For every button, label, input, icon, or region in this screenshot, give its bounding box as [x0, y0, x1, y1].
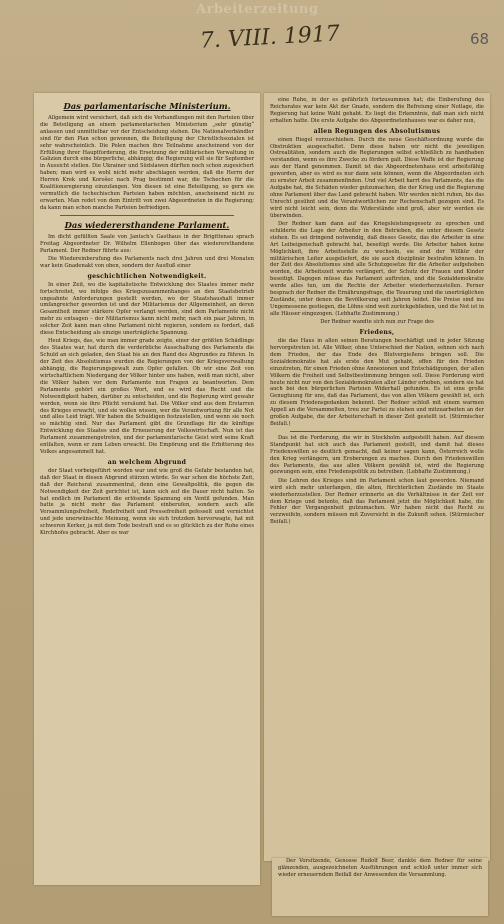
- paragraph: der Staat vorbeigeführt worden war und wie groß die Gefahr bestanden hat, daß der Staat in diesen Abgrund stürzen würde. So war schon die höchste Zeit, daß der Reichsrat zusammentrat, denn eine Gewaltpolitik, die gegen die Notwendigkeit der Zeit gerichtet ist, kann sich auf die Dauer nicht halten. So hat endlich im Parlament die erlösende Spannung ein Ventil gefunden. Man hatte ja nicht mehr das Parlament einberufen, sondern auch alle Versammlungsfreiheit, Redefreiheit und Pressefreiheit gefesselt und vernichtet und jede unerwünschte Meinung, wenn sie sich trotzdem hervorwagte, hat mit schweren Kerker, ja mit dem Tode bestraft und es so glücklich zu der Ruhe eines Kirchhofes gebracht. Aber es war: [40, 467, 254, 537]
- right-column: [264, 93, 490, 532]
- paragraph: Das ist die Forderung, die wir in Stockholm aufgestellt haben. Auf diesem Standpunkt hat sich auch das Parlament gestellt, und damit hat dieses Friedenswillen so deutlich gemacht, daß keiner sagen kann, Österreich wolle den Krieg verlängern, um Eroberungen zu machen. Durch den Friedenswillen des Parlaments, das aus allen Völkern gewählt ist, wird die Regierung gezwungen sein, eine Friedenspolitik zu betreiben. (Lebhafte Zustimmung.): [270, 434, 484, 476]
- paragraph: Der Redner kam dann auf das Kriegsleistungsgesetz zu sprechen und schilderte die Lage der Arbeiter in den Betrieben, die unter diesem Gesetz stehen. Es sei dringend notwendig, daß dieses Gesetz, das die Arbeiter in eine Art Leibeigenschaft gebracht hat, beseitigt werde. Die Arbeiter haben keine Möglichkeit, ihre Arbeitsstelle zu wechseln, sie sind der Willkür der militärischen Leiter ausgeliefert, die sie auch disziplinär bestrafen können. In der Zeit des Absolutismus sind alle Schutzgesetze für die Arbeiter aufgehoben worden, die Arbeitszeit wurde verlängert, der Schutz der Frauen und Kinder beseitigt. Dagegen müsse das Parlament auftreten, und die Sozialdemokratie werde alles tun, um die Rechte der Arbeiter wiederherzustellen. Ferner besprach der Redner die Ernährungsfrage, die Teuerung und die unerträglichen Zustände, unter denen die Bevölkerung seit Jahren leidet. Die Preise sind ins Ungemessene gestiegen, die Löhne sind weit zurückgeblieben, und die Not ist in alle Häuser eingezogen. (Lebhafte Zustimmung.): [270, 221, 484, 317]
- paragraph: Allgemein wird versichert, daß sich die Verhandlungen mit den Parteien über die Beteiligung an einem parlamentarischen Ministerium „sehr günstig“ anlassen und unmittelbar vor der Entscheidung stehen. Die Nationalverbändler sind für den Plan schon gewonnen, die Beteiligung der Christlichsozialen ist sehr wahrscheinlich. Die Polen machen ihre Teilnahme anscheinend von der Erfüllung ihrer Hauptforderung, die Ersetzung der militärischen Verwaltung in Galizien durch eine bürgerliche, abhängig; die Regierung will sie für September in Aussicht stellen. Die Ukrainer und Südslawen dürften noch schon zugesichert haben; man wird es wohl nicht mehr abschlagen werden, daß die Herrn der Herren Krek und Korošec nach Prag bestimmt war, die Tschechen für die Koalitionsregierung einzufangen. Von diesen ist eine Beteiligung, so gern sie vermutlich die tschechischen Parteien haben möchten, anscheinend nicht zu erwarten. Man redet von dem Eintritt von zwei Abgeordneten in die Regierung; da kann man schon manche Parteien befriedigen.: [40, 115, 254, 211]
- paragraph: In einer Zeit, wo die kapitalistische Entwicklung des Staates immer mehr fortschreitet, wo infolge des Kriegszusammenhanges an den Staatsbetrieb ungeahnte Anforderungen gestellt werden, wo der Staatshaushalt immer umfangreicher geworden ist und der Militarismus der Allgemeinheit, an deren Gesamtheit immer stärkere Opfer verlangt werden, sind dem Parlamente nicht mehr zu entsagen – der Militarismus kann nicht mehr, nach ein paar Jahren, in solcher Zeit kann man ohne Parlament nicht regieren, sondern es fordert, daß diese Entscheidung als einzige unerträgliche Spannung.: [40, 281, 254, 337]
- paragraph: Die Wiedereinberufung des Parlaments nach drei Jahren und drei Monaten war kein Gnadenakt von oben, sondern der Ausfluß einer: [40, 255, 254, 269]
- paragraph: Heut Kriegs, das, wie man immer grade zeigte, einer der größten Schädlinge des Staates war, hat durch die verderbliche Ausschaltung des Parlaments die Schuld an sich geladen, den Staat bis an den Rand des Abgrundes zu führen. In der Zeit des Absolutismus wurden die Regierungen von der Kriegsverwaltung abhängig, die Regierungsgewalt zum Opfer gefallen. Ob wir eine Zeit von wirtschaftlichem Niedergang der Völker hinter uns haben, weiß man nicht, aber die Völker haben vor dem Parlamente nun Fragen zu beantworten. Dem Parlamente gehört ein großes Wort, und es wird das Recht und die Notwendigkeit haben, darüber zu entscheiden, und die Regierung wird gewahr werden, wenn sie ihre Pflicht versäumt hat. Die Völker sind aus dem Erstarren des Krieges erwacht, und sie wollen wissen, wer die Verantwortung für alle Not und alles Leid trägt. Wir haben die Schuldigen festzustellen, und wenn sie noch so mächtig sind. Nur das Parlament gibt die Grundlage für die künftige Entwicklung des Staates und die Erneuerung der Volkswirtschaft. Nun ist das Parlament zusammengetreten, und der parlamentarische Geist wird seine Kraft entfalten, wenn er zum Leben erwacht. Die Empörung und die Erbitterung des Volkes angesammelt hat.: [40, 338, 254, 455]
- right-clipping: [264, 93, 490, 861]
- headline-parliament: Das wiederersthandene Parlament.: [64, 219, 230, 230]
- divider: [60, 215, 234, 216]
- page-number: 68: [470, 30, 490, 48]
- subhead-historical-necessity: geschichtlichen Notwendigkeit.: [87, 272, 207, 280]
- paragraph: die das Haus in allen seinen Beratungen beschäftigt und in jeder Sitzung hervorgetreten ist. Alle Völker, ohne Unterschied der Nation, sehnen sich nach dem Frieden, der das Ende des Blutvergießens bringen soll. Die Sozialdemokratie hat als erste den Mut gehabt, offen für den Frieden einzutreten, für einen Frieden ohne Annexionen und Entschädigungen, der allen Völkern die Freiheit und Selbstbestimmung bringen soll. Diese Forderung wird heute nicht nur von den Sozialdemokraten aller Länder erhoben, sondern sie hat auch bei den bürgerlichen Parteien Widerhall gefunden. Es ist eine große Genugtuung für uns, daß das Parlament, das von allen Völkern gewählt ist, sich zu diesem Friedensgedanken bekennt. Der Redner schloß mit einem warmen Appell an die Versammelten, treu zur Partei zu stehen und mitzuarbeiten an der großen Aufgabe, die der Arbeiterschaft in dieser Zeit gestellt ist. (Stürmischer Beifall.): [270, 338, 484, 427]
- paragraph: Der Redner wandte sich nun zur Frage des: [320, 319, 434, 326]
- subhead-peace: Friedens,: [359, 329, 395, 337]
- handwritten-date: 7. VIII. 1917: [199, 21, 341, 54]
- masthead: Arbeiterzeitung: [196, 2, 319, 17]
- paragraph: Im dicht gefüllten Saale von Jantsch's Gasthaus in der Brigittenau sprach Freitag Abgeordneter Dr. Wilhelm Ellenbogen über das wiederersthandene Parlament. Der Redner führte aus:: [40, 233, 254, 254]
- paragraph: einen Riegel vorzuschieben. Durch die neue Geschäftsordnung wurde die Obstruktion ausgeschaltet. Denn diese haben wir nicht die jeweiligen Ostrealitäten, sondern auch die Regierungen selbst schließlich zu handhaben verstanden, wenn es ihre Zwecke zu fördern galt. Diese Waffe ist der Regierung aus der Hand genommen. Damit ist das Abgeordnetenhaus erst arbeitsfähig geworden, aber es wird es nur dann sein können, wenn die Abgeordneten sich zu ernster Arbeit zusammenfinden. Und viel Arbeit harrt des Parlaments, das die Aufgabe hat, die Schäden wieder gutzumachen, die der Krieg und die Regierung ohne Parlament über das Land gebracht haben. Wir werden nicht ruhen, bis das Unrecht gesühnt und die Verantwortlichen zur Rechenschaft gezogen sind. Es wird nicht leicht sein, denn die Widerstände sind groß, aber wir werden sie überwinden.: [270, 136, 484, 219]
- footer-column: [272, 858, 488, 884]
- subhead-absolutism: allen Regungen des Absolutismus: [313, 127, 441, 135]
- divider: [290, 431, 464, 432]
- left-column: [34, 93, 260, 542]
- headline-ministry: Das parlamentarische Ministerium.: [63, 101, 231, 111]
- paragraph: Der Vorsitzende, Genosse Rudolf Beer, dankte dem Redner für seine glänzenden, ausgezeichneten Ausführungen und schloß unter immer sich wieder erneuerndem Beifall der Anwesenden die Versammlung.: [278, 858, 482, 878]
- subhead-abyss: an welchem Abgrund: [107, 458, 187, 466]
- paragraph: eine Ruhe, in der es gefährlich fortzusummen hat; die Einberufung des Reichsrates war kein Akt der Gnade, sondern die Befreiung einer Notlage, die Regierung hat keine Wahl gehabt. Es liegt die Erkenntnis, daß man sich nicht erhalten hatte. Die erste Aufgabe des Abgeordnetenhauses war es daher nun,: [270, 97, 484, 124]
- paragraph: Die Lehren des Krieges sind im Parlament schon laut geworden. Niemand wird sich mehr unterfangen, die alten, fürchterlichen Zustände im Staate wiederherzustellen. Der Redner erinnerte an die Verhältnisse in der Zeit vor dem Kriege und betonte, daß das Parlament jetzt die Möglichkeit habe, die Fehler der Vergangenheit gutzumachen. Wir haben nicht das Recht zu verzweifeln, sondern müssen mit Zuversicht in die Zukunft sehen. (Stürmischer Beifall.): [270, 477, 484, 526]
- footer-clipping: [272, 858, 488, 916]
- left-clipping: [34, 93, 260, 885]
